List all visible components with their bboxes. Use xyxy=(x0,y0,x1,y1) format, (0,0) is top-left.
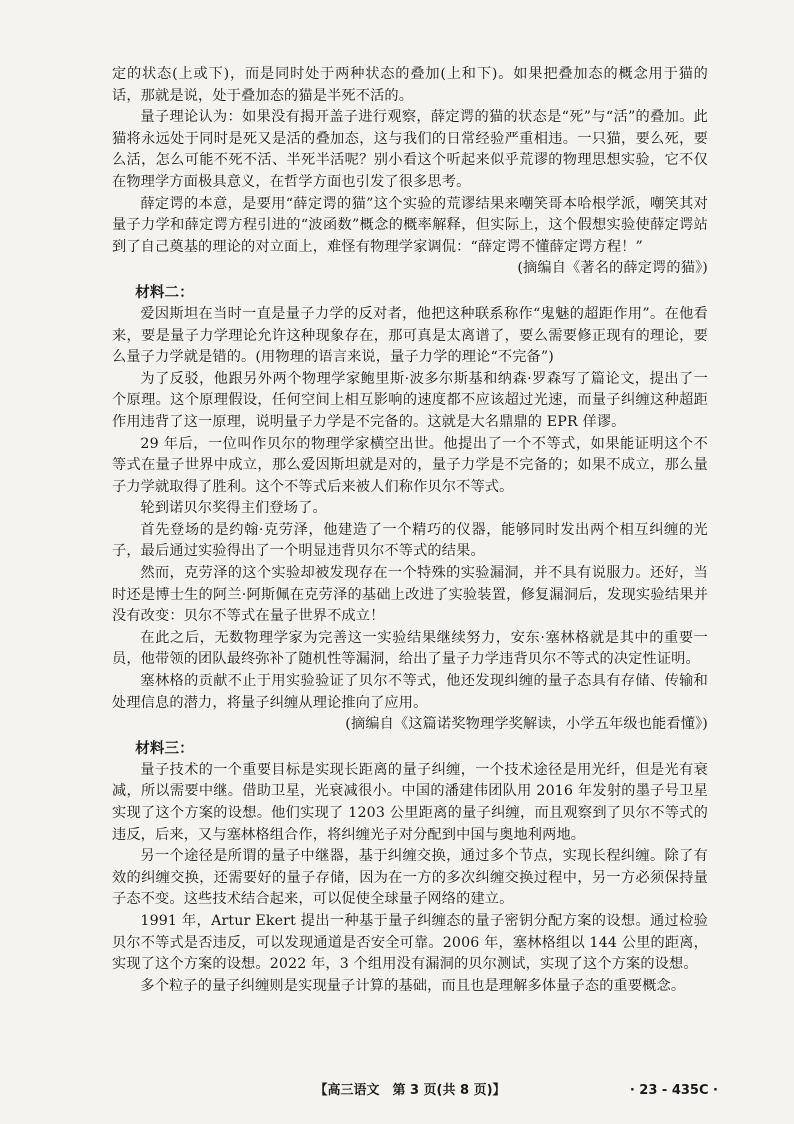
material-two-paragraph-2: 为了反驳，他跟另外两个物理学家鲍里斯·波多尔斯基和纳森·罗森写了篇论文，提出了一个原理。这个原理假设，任何空间上相互影响的速度都不应该超过光速，而量子纠缠这种超距作用违背了这一原理，说明量子力学是不完备的。这就是大名鼎鼎的 EPR 佯谬。 xyxy=(112,370,708,430)
material-two-paragraph-8: 塞林格的贡献不止于用实验验证了贝尔不等式，他还发现纠缠的量子态具有存储、传输和处理信息的潜力，将量子纠缠从理论推向了应用。 xyxy=(112,673,708,711)
exam-code: · 23 - 435C · xyxy=(629,1083,718,1098)
material-one-source: (摘编自《著名的薛定谔的猫》) xyxy=(517,260,708,277)
page-number-label: 【高三语文 第 3 页(共 8 页)】 xyxy=(314,1083,506,1098)
material-two-heading: 材料二： xyxy=(135,284,194,301)
material-one-paragraph-1: 定的状态(上或下)，而是同时处于两种状态的叠加(上和下)。如果把叠加态的概念用于猫的话，那就是说，处于叠加态的猫是半死不活的。 xyxy=(112,66,708,104)
page-content xyxy=(112,64,708,997)
material-one-paragraph-2: 量子理论认为：如果没有揭开盖子进行观察，薛定谔的猫的状态是“死”与“活”的叠加。此猫将永远处于同时是死又是活的叠加态，这与我们的日常经验严重相违。一只猫，要么死，要么活，怎么可能不死不活、半死半活呢？别小看这个听起来似乎荒谬的物理思想实验，它不仅在物理学方面极具意义，在哲学方面也引发了很多思考。 xyxy=(112,109,708,190)
material-three-paragraph-2: 另一个途径是所谓的量子中继器，基于纠缠交换，通过多个节点，实现长程纠缠。除了有效的纠缠交换，还需要好的量子存储，因为在一方的多次纠缠交换过程中，另一方必须保持量子态不变。这些技术结合起来，可以促使全球量子网络的建立。 xyxy=(112,848,708,908)
material-three-paragraph-3: 1991 年，Artur Ekert 提出一种基于量子纠缠态的量子密钥分配方案的设想。通过检验贝尔不等式是否违反，可以发现通道是否安全可靠。2006 年，塞林格组以 144 公里的距离，实现了这个方案的设想。2022 年，3 个组用没有漏洞的贝尔测试，实现了这个方案的设想。 xyxy=(112,912,708,973)
material-one-paragraph-3: 薛定谔的本意，是要用“薛定谔的猫”这个实验的荒谬结果来嘲笑哥本哈根学派，嘲笑其对量子力学和薛定谔方程引进的“波函数”概念的概率解释，但实际上，这个假想实验使薛定谔站到了自己奠基的理论的对立面上，难怪有物理学家调侃：“薛定谔不懂薛定谔方程！” xyxy=(112,195,708,255)
material-two-paragraph-5: 首先登场的是约翰·克劳泽，他建造了一个精巧的仪器，能够同时发出两个相互纠缠的光子，最后通过实验得出了一个明显违背贝尔不等式的结果。 xyxy=(112,521,708,560)
material-two-paragraph-1: 爱因斯坦在当时一直是量子力学的反对者，他把这种联系称作“鬼魅的超距作用”。在他看来，要是量子力学理论允许这种现象存在，那可真是太离谱了，要么需要修正现有的理论，要么量子力学就是错的。(用物理的语言来说，量子力学的理论“不完备”) xyxy=(112,305,708,366)
material-two-source: (摘编自《这篇诺奖物理学奖解读，小学五年级也能看懂》) xyxy=(345,716,708,733)
material-three-paragraph-4: 多个粒子的量子纠缠则是实现量子计算的基础，而且也是理解多体量子态的重要概念。 xyxy=(140,977,686,994)
material-two-paragraph-7: 在此之后，无数物理学家为完善这一实验结果继续努力，安东·塞林格就是其中的重要一员，他带领的团队最终弥补了随机性等漏洞，给出了量子力学违背贝尔不等式的决定性证明。 xyxy=(112,629,708,668)
material-two-paragraph-4: 轮到诺贝尔奖得主们登场了。 xyxy=(140,500,327,517)
material-three-heading: 材料三： xyxy=(135,740,194,757)
material-two-paragraph-3: 29 年后，一位叫作贝尔的物理学家横空出世。他提出了一个不等式，如果能证明这个不等式在量子世界中成立，那么爱因斯坦就是对的，量子力学是不完备的；如果不成立，那么量子力学就取得了胜利。这个不等式后来被人们称作贝尔不等式。 xyxy=(112,435,708,495)
material-two-paragraph-6: 然而，克劳泽的这个实验却被发现存在一个特殊的实验漏洞，并不具有说服力。还好，当时还是博士生的阿兰·阿斯佩在克劳泽的基础上改进了实验装置，修复漏洞后，发现实验结果并没有改变：贝尔不等式在量子世界不成立！ xyxy=(112,565,708,625)
page-footer xyxy=(112,1080,718,1102)
material-three-paragraph-1: 量子技术的一个重要目标是实现长距离的量子纠缠，一个技术途径是用光纤，但是光有衰减，所以需要中继。借助卫星，光衰减很小。中国的潘建伟团队用 2016 年发射的墨子号卫星实现了这个方案的设想。他们实现了 1203 公里距离的量子纠缠，而且观察到了贝尔不等式的违反，后来，又与塞林格组合作，将纠缠光子对分配到中国与奥地利两地。 xyxy=(112,761,708,843)
